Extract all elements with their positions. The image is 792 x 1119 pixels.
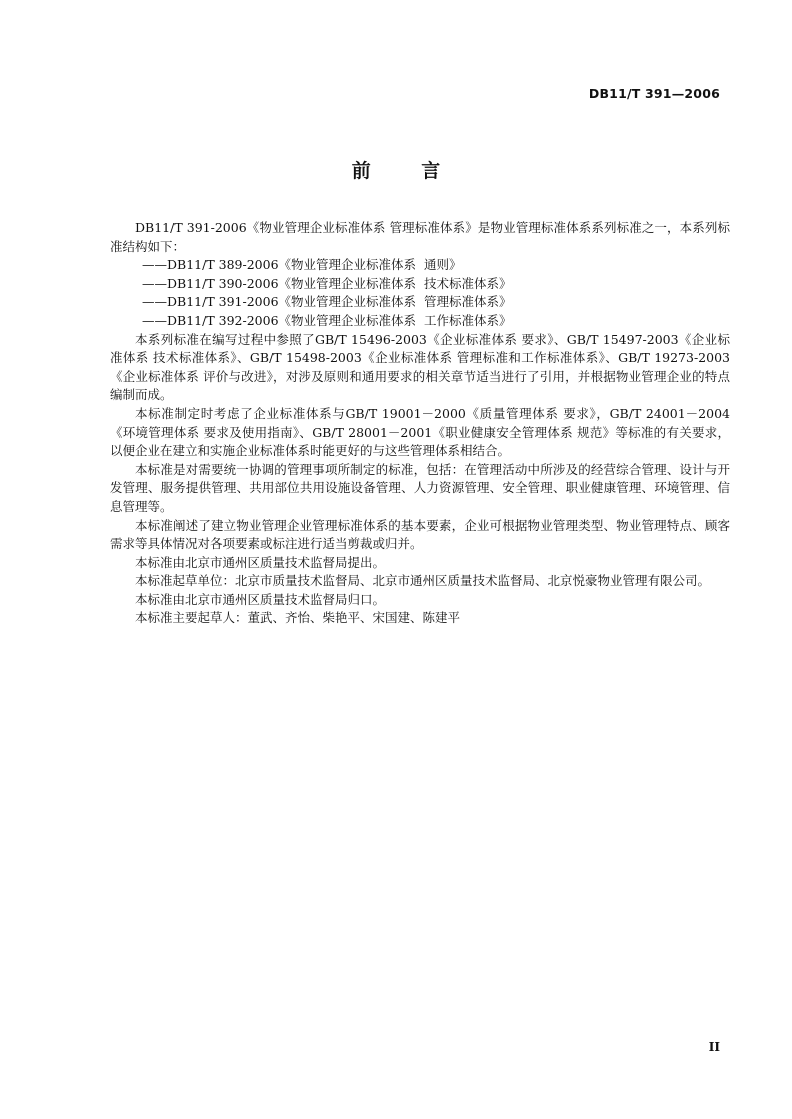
- paragraph-elements: 本标准阐述了建立物业管理企业管理标准体系的基本要素，企业可根据物业管理类型、物业管理特点、顾客需求等具体情况对各项要素或标注进行适当剪裁或归并。: [110, 517, 730, 552]
- series-item-390: ——DB11/T 390-2006《物业管理企业标准体系 技术标准体系》: [142, 275, 512, 291]
- paragraph-related-systems: 本标准制定时考虑了企业标准体系与GB/T 19001－2000《质量管理体系 要求》，GB/T 24001－2004《环境管理体系 要求及使用指南》、GB/T 28001－2001《职业健康安全管理体系 规范》等标准的有关要求，以便企业在建立和实施企业标准体系时能更好的与这些管理体系相结合。: [110, 405, 730, 459]
- foreword-body: [110, 219, 730, 628]
- paragraph-scope: 本标准是对需要统一协调的管理事项所制定的标准，包括：在管理活动中所涉及的经营综合管理、设计与开发管理、服务提供管理、共用部位共用设施设备管理、人力资源管理、安全管理、职业健康管理、环境管理、信息管理等。: [110, 461, 730, 514]
- page-number: II: [708, 1040, 720, 1054]
- document-code: DB11/T 391—2006: [588, 86, 720, 101]
- paragraph-references: 本系列标准在编写过程中参照了GB/T 15496-2003《企业标准体系 要求》、GB/T 15497-2003《企业标准体系 技术标准体系》、GB/T 15498-2003《企业标准体系 管理标准和工作标准体系》、GB/T 19273-2003《企业标准体系 评价与改进》，对涉及原则和通用要求的相关章节适当进行了引用，并根据物业管理企业的特点编制而成。: [110, 331, 730, 403]
- paragraph-drafters: 本标准主要起草人：董武、齐怡、柴艳平、宋国建、陈建平: [135, 610, 461, 626]
- paragraph-drafting-units: 本标准起草单位：北京市质量技术监督局、北京市通州区质量技术监督局、北京悦豪物业管理有限公司。: [135, 573, 711, 589]
- series-item-389: ——DB11/T 389-2006《物业管理企业标准体系 通则》: [142, 257, 462, 273]
- page-title: 前 言: [351, 160, 463, 182]
- paragraph-administrator: 本标准由北京市通州区质量技术监督局归口。: [135, 591, 386, 607]
- series-item-392: ——DB11/T 392-2006《物业管理企业标准体系 工作标准体系》: [142, 312, 512, 328]
- paragraph-proposer: 本标准由北京市通州区质量技术监督局提出。: [135, 554, 386, 570]
- series-item-391: ——DB11/T 391-2006《物业管理企业标准体系 管理标准体系》: [142, 294, 512, 310]
- intro-paragraph: DB11/T 391-2006《物业管理企业标准体系 管理标准体系》是物业管理标准体系系列标准之一，本系列标准结构如下：: [110, 220, 730, 254]
